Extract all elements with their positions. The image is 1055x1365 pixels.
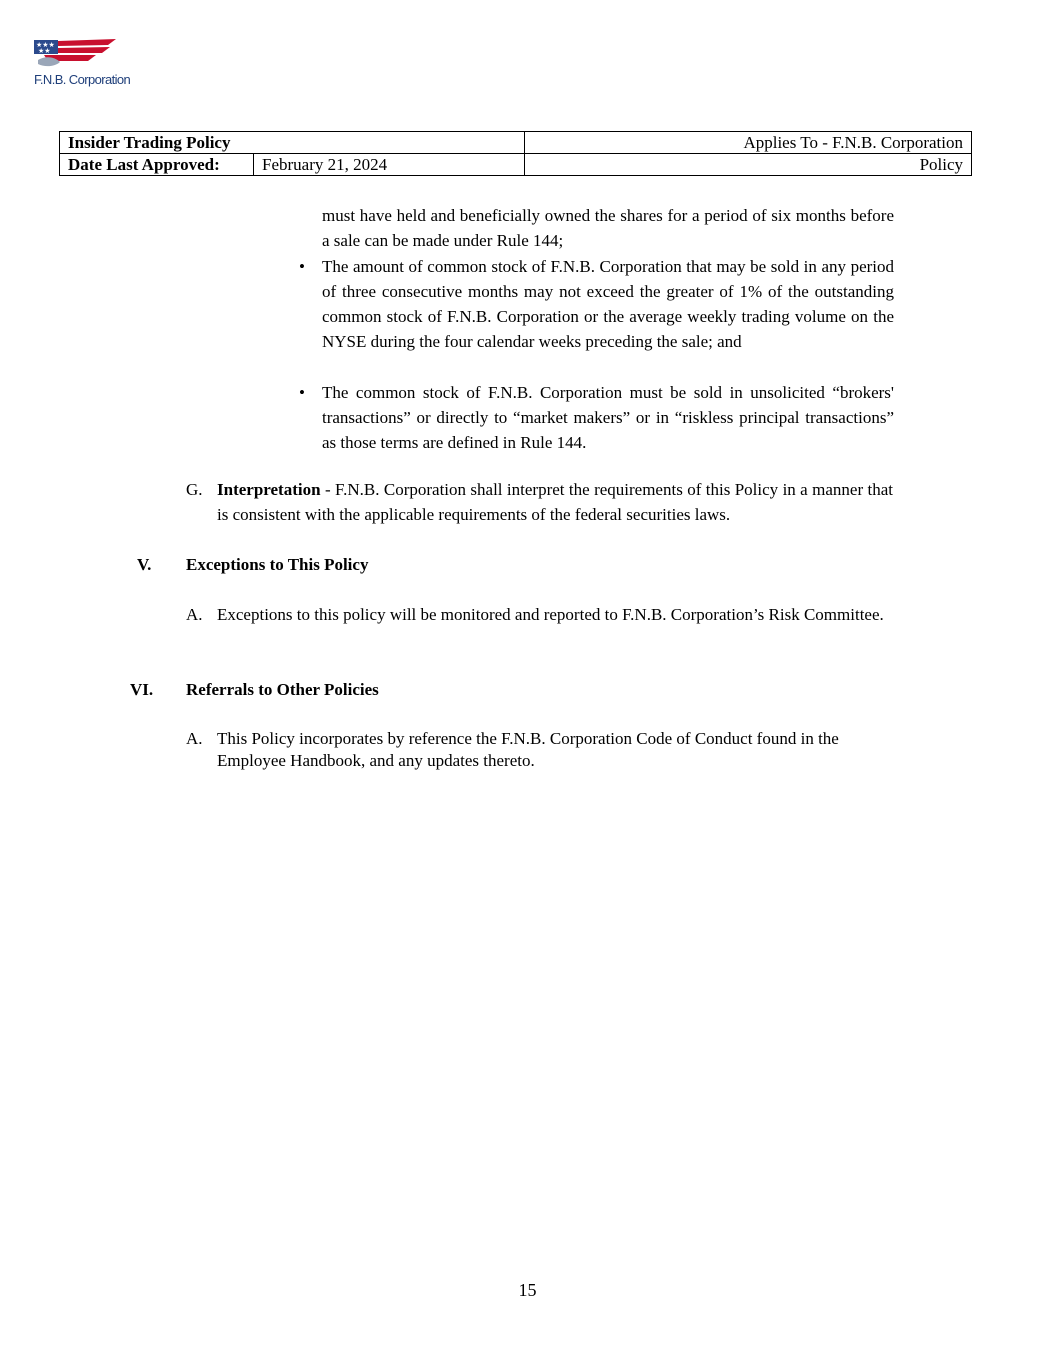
item-g-term: Interpretation — [217, 480, 321, 499]
section-v-item-a-text: Exceptions to this policy will be monitored and reported to F.N.B. Corporation’s Risk Committee. — [217, 605, 884, 624]
section-vi-number: VI. — [130, 680, 154, 699]
date-label: Date Last Approved: — [60, 154, 254, 176]
section-v-title: Exceptions to This Policy — [186, 555, 369, 574]
header-row-date — [60, 154, 972, 176]
section-v-number: V. — [137, 555, 152, 574]
page-number: 15 — [518, 1280, 537, 1300]
header-row-title — [60, 132, 972, 154]
bullet-icon: • — [299, 257, 305, 276]
flag-handshake-icon — [34, 38, 118, 72]
item-g-paragraph — [217, 477, 893, 527]
date-value: February 21, 2024 — [254, 154, 525, 176]
section-vi-item-a-text: This Policy incorporates by reference the F.N.B. Corporation Code of Conduct found in the Employee Handbook, and any updates thereto. — [217, 729, 839, 770]
policy-type: Policy — [525, 154, 972, 176]
item-g-text: - F.N.B. Corporation shall interpret the requirements of this Policy in a manner that is consistent with the applicable requirements of the federal securities laws. — [217, 480, 893, 524]
section-vi-title: Referrals to Other Policies — [186, 680, 379, 699]
policy-title: Insider Trading Policy — [60, 132, 525, 154]
section-v-item-a-label: A. — [186, 605, 203, 624]
svg-text:★★: ★★ — [38, 47, 51, 55]
item-g-label: G. — [186, 480, 203, 499]
bullet-item: The common stock of F.N.B. Corporation must be sold in unsolicited “brokers' transactions” or directly to “market makers” or in “riskless principal transactions” as those terms are defined in Rule 144. — [322, 383, 894, 452]
document-header-table — [59, 131, 972, 176]
svg-text:★★★: ★★★ — [36, 41, 55, 49]
section-vi-item-a-label: A. — [186, 729, 203, 748]
bullet-icon: • — [299, 383, 305, 402]
fnb-logo — [34, 38, 144, 88]
logo-wordmark: F.N.B. Corporation — [34, 72, 131, 87]
applies-to: Applies To - F.N.B. Corporation — [525, 132, 972, 154]
continuation-paragraph: must have held and beneficially owned the shares for a period of six months before a sale can be made under Rule 144; — [322, 206, 894, 250]
bullet-item: The amount of common stock of F.N.B. Corporation that may be sold in any period of three consecutive months may not exceed the greater of 1% of the outstanding common stock of F.N.B. Corporation or the average weekly trading volume on the NYSE during the four calendar weeks preceding the sale; and — [322, 257, 894, 351]
